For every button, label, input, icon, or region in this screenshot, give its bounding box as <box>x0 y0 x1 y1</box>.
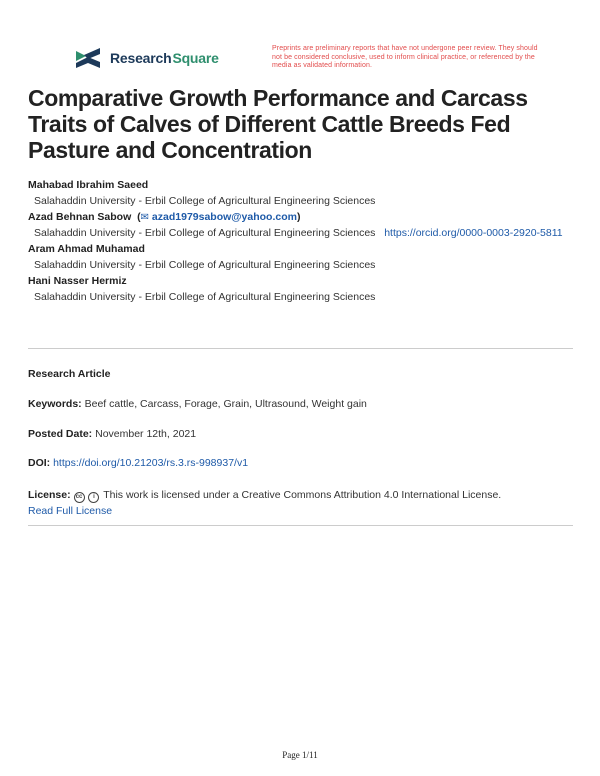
author-name: Mahabad Ibrahim Saeed <box>28 179 149 191</box>
attribution-icon: i <box>88 492 99 503</box>
page-number: Page 1/11 <box>282 750 318 760</box>
mail-icon: ✉ <box>140 212 149 223</box>
section-divider <box>28 348 573 349</box>
doi-link[interactable]: https://doi.org/10.21203/rs.3.rs-998937/v1 <box>53 457 249 469</box>
section-divider <box>28 525 573 526</box>
author-name-text: Azad Behnan Sabow <box>28 211 132 223</box>
posted-date-label: Posted Date: <box>28 428 93 440</box>
author-list <box>28 178 578 306</box>
logo-wordmark: Research Square <box>110 50 219 66</box>
license-text: This work is licensed under a Creative Commons Attribution 4.0 International License. <box>103 489 502 501</box>
doi-label: DOI: <box>28 457 51 469</box>
license-label: License: <box>28 489 71 501</box>
author-affiliation: Salahaddin University - Erbil College of Agricultural Engineering Sciences <box>34 259 376 271</box>
research-square-logo[interactable] <box>74 47 219 69</box>
orcid-link[interactable]: https://orcid.org/0000-0003-2920-5811 <box>384 227 563 239</box>
author-email-link[interactable]: azad1979sabow@yahoo.com <box>151 211 297 223</box>
author-affiliation: Salahaddin University - Erbil College of Agricultural Engineering Sciences <box>34 227 376 239</box>
license-row <box>28 487 578 519</box>
author-affiliation-block <box>28 224 578 242</box>
author-affiliation: Salahaddin University - Erbil College of Agricultural Engineering Sciences <box>34 291 376 303</box>
doi-row <box>28 457 578 469</box>
keywords-label: Keywords: <box>28 398 82 410</box>
article-type <box>28 368 578 380</box>
article-type-label: Research Article <box>28 368 111 380</box>
keywords-row <box>28 398 578 410</box>
keywords-value: Beef cattle, Carcass, Forage, Grain, Ultrasound, Weight gain <box>84 398 367 410</box>
posted-date-value: November 12th, 2021 <box>95 428 197 440</box>
cc-icon: cc <box>74 492 85 503</box>
preprint-notice: Preprints are preliminary reports that have not undergone peer review. They should not be considered conclusive, used to inform clinical practice, or referenced by the media as validated information. <box>272 45 538 70</box>
author-affiliation: Salahaddin University - Erbil College of Agricultural Engineering Sciences <box>34 195 376 207</box>
author-name: Aram Ahmad Muhamad <box>28 243 145 255</box>
research-square-logo-icon <box>74 47 102 69</box>
author-name: Azad Behnan Sabow (✉ azad1979sabow@yahoo.com) <box>28 211 301 223</box>
read-license-link[interactable]: Read Full License <box>28 505 113 517</box>
posted-date-row <box>28 428 578 440</box>
author-name: Hani Nasser Hermiz <box>28 275 127 287</box>
paper-title: Comparative Growth Performance and Carcass Traits of Calves of Different Cattle Breeds Fed Pasture and Concentration <box>28 85 528 163</box>
